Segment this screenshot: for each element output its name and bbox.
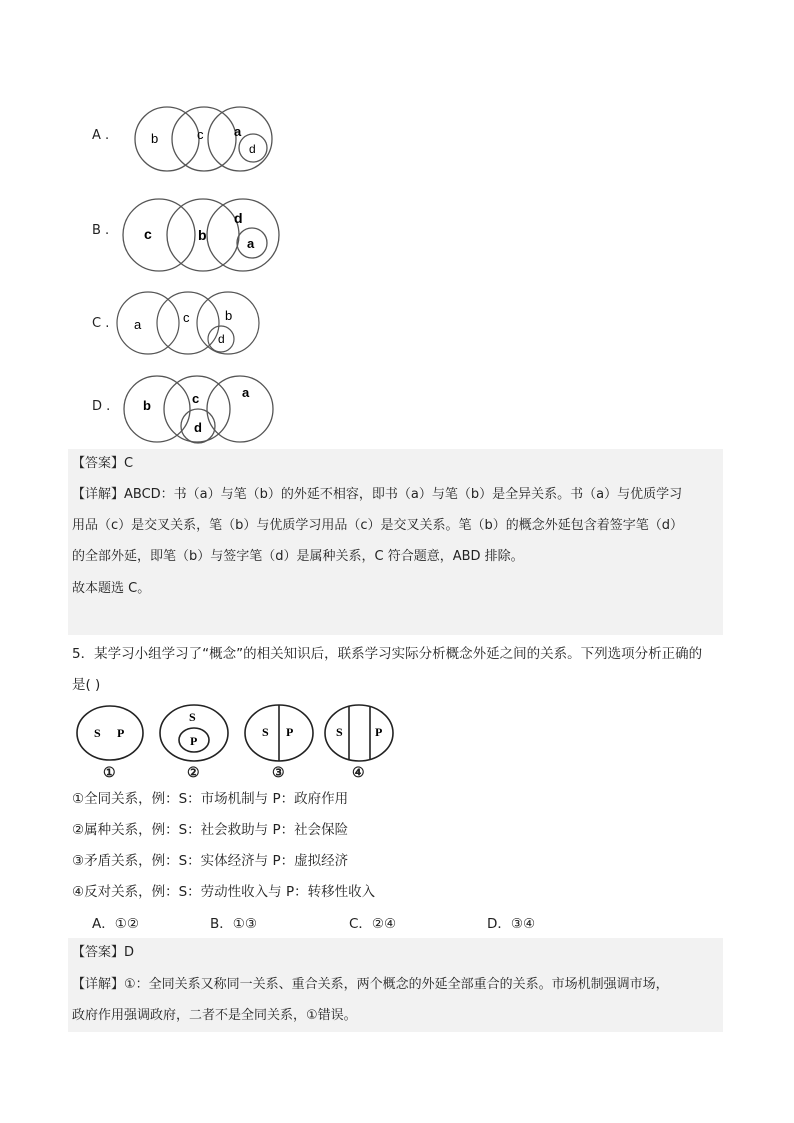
q5-choice-d[interactable]: D．③④ — [487, 916, 536, 932]
option-b-circle-a: a — [247, 236, 255, 251]
option-a-circle-b: b — [151, 131, 159, 146]
option-d-label: D . — [92, 399, 111, 414]
option-c-circle-b: b — [225, 308, 233, 323]
q5-stem-line-2: 是( ) — [72, 677, 101, 693]
q5-diagram-1-number: ① — [103, 765, 116, 781]
q5-diagram-3-s: S — [262, 725, 269, 739]
option-d-circle-c: c — [192, 391, 200, 406]
q4-explanation-line-1: 【详解】ABCD：书（a）与笔（b）的外延不相容，即书（a）与笔（b）是全异关系。书（a）与优质学习 — [72, 487, 683, 502]
option-c-circle-d: d — [218, 332, 225, 346]
option-b-circle-b: b — [198, 227, 207, 243]
q5-choice-b[interactable]: B．①③ — [210, 916, 257, 932]
q5-explanation-line-1: 【详解】①：全同关系又称同一关系、重合关系，两个概念的外延全部重合的关系。市场机制强调市场， — [72, 977, 669, 992]
q4-explanation-line-2: 用品（c）是交叉关系，笔（b）与优质学习用品（c）是交叉关系。笔（b）的概念外延包含着签字笔（d） — [72, 518, 684, 533]
q4-explanation-line-4: 故本题选 C。 — [72, 581, 151, 596]
q5-diagram-2-s: S — [189, 710, 196, 724]
option-b-label: B . — [92, 223, 110, 238]
q5-diagram-1-s: S — [94, 726, 101, 740]
option-a-circle-d: d — [249, 142, 256, 156]
q5-statement-3: ③矛盾关系，例：S：实体经济与 P：虚拟经济 — [72, 853, 349, 869]
q5-diagram-1-p: P — [117, 726, 125, 740]
q5-diagram-3-number: ③ — [272, 765, 285, 781]
q4-explanation-line-3: 的全部外延，即笔（b）与签字笔（d）是属种关系，C 符合题意，ABD 排除。 — [72, 549, 524, 564]
q5-choice-a[interactable]: A．①② — [92, 916, 139, 932]
q5-statement-1: ①全同关系，例：S：市场机制与 P：政府作用 — [72, 791, 349, 807]
q5-statement-4: ④反对关系，例：S：劳动性收入与 P：转移性收入 — [72, 884, 376, 900]
option-a-label: A . — [92, 128, 110, 143]
option-c-circle-c: c — [183, 310, 190, 325]
option-d-circle-d: d — [194, 420, 202, 435]
option-c-label: C . — [92, 316, 110, 331]
option-d-circle-b: b — [143, 398, 151, 413]
q5-statement-2: ②属种关系，例：S：社会救助与 P：社会保险 — [72, 822, 349, 838]
q4-answer: 【答案】C — [72, 456, 134, 471]
q5-diagram-2-p: P — [190, 734, 198, 748]
option-c-circle-a: a — [134, 317, 142, 332]
q5-choice-c[interactable]: C．②④ — [349, 916, 397, 932]
q5-stem-line-1: 5．某学习小组学习了“概念”的相关知识后，联系学习实际分析概念外延之间的关系。下列选项分析正确的 — [72, 646, 703, 662]
option-d-circle-a: a — [242, 385, 250, 400]
q5-explanation-line-2: 政府作用强调政府，二者不是全同关系，①错误。 — [72, 1008, 357, 1023]
q5-diagram-2-number: ② — [187, 765, 200, 781]
option-b-circle-c: c — [144, 226, 152, 242]
q5-diagram-4-p: P — [375, 725, 383, 739]
q5-diagram-4-number: ④ — [352, 765, 365, 781]
option-a-circle-a: a — [234, 124, 242, 139]
q5-diagram-3-p: P — [286, 725, 294, 739]
option-a-circle-c: c — [197, 127, 204, 142]
option-b-circle-d: d — [234, 210, 243, 226]
q5-diagram-4-s: S — [336, 725, 343, 739]
q5-answer: 【答案】D — [72, 945, 135, 960]
